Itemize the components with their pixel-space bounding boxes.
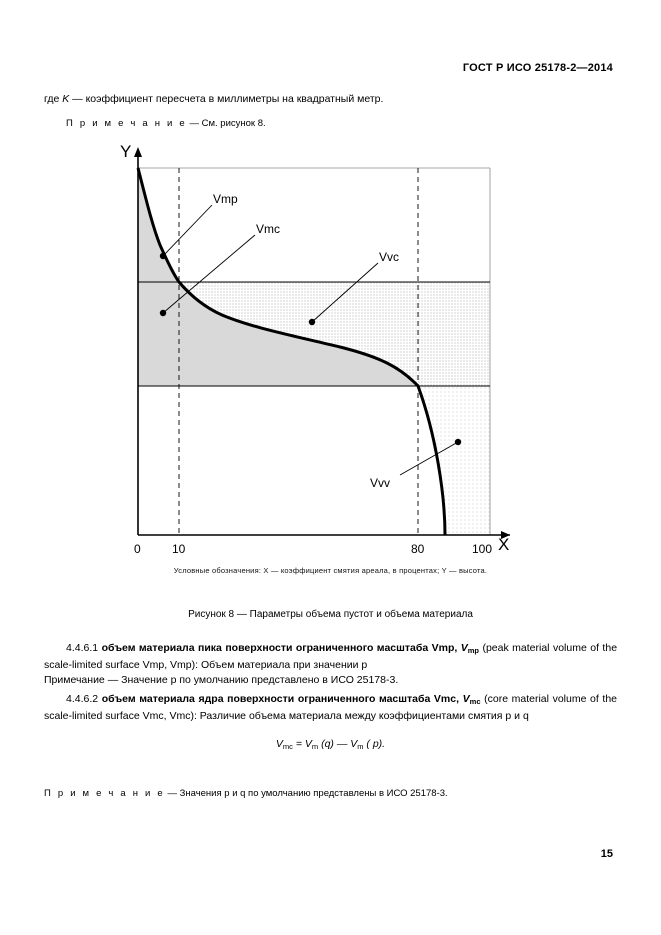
where-prefix: где (44, 93, 63, 105)
clause-2-number: 4.4.6.2 (66, 693, 99, 705)
where-paragraph (44, 93, 383, 105)
y-axis-label: Y (120, 142, 132, 161)
clause-1-number: 4.4.6.1 (66, 642, 99, 654)
formula-t2-sub: m (357, 741, 364, 751)
clause-1-symbol-sub: mp (467, 645, 480, 655)
clause-2-symbol-sub: mc (469, 696, 481, 706)
formula-vmc (44, 738, 617, 751)
page-number: 15 (600, 848, 613, 860)
clause-4-4-6-1 (44, 641, 617, 688)
clause-1-definition: (peak material volume of the scale-limited surface Vmp, Vmp): Объем материала при значении p (44, 642, 618, 671)
vmc-label: Vmc (256, 222, 280, 236)
formula-t2: ( p). (363, 738, 386, 750)
figure-8 (100, 135, 520, 555)
note-2 (44, 786, 617, 801)
x-axis-label: X (498, 535, 510, 554)
region-vmp (138, 168, 179, 282)
clause-1-note: Примечание — Значение p по умолчанию представлено в ИСО 25178-3. (44, 673, 399, 686)
xtick-0: 0 (134, 542, 141, 555)
note-1-label: П р и м е ч а н и е (66, 118, 187, 129)
xtick-80: 80 (411, 542, 425, 555)
note-2-text: — Значения p и q по умолчанию представлены в ИСО 25178-3. (164, 788, 448, 799)
clause-1-term: объем материала пика поверхности ограниченного масштаба Vmp, (101, 642, 458, 654)
vvc-label: Vvc (379, 250, 400, 264)
vvv-label: Vvv (370, 476, 391, 490)
formula-lhs: V (275, 738, 283, 750)
figure-legend: Условные обозначения: X — коэффициент смятия ареала, в процентах; Y — высота. (173, 566, 488, 575)
formula-t1-sub: m (311, 741, 319, 751)
note-2-label: П р и м е ч а н и е (44, 788, 165, 799)
vmp-label: Vmp (213, 192, 238, 206)
note-1 (66, 118, 266, 129)
page-header-standard: ГОСТ Р ИСО 25178-2—2014 (462, 62, 613, 74)
clause-4-4-6-2 (44, 692, 617, 724)
clause-1-symbol: V (460, 642, 468, 654)
clause-2-definition: (core material volume of the scale-limited surface Vmc, Vmc): Различие объема материала между коэффициентами смятия p и q (44, 693, 617, 722)
formula-lhs-sub: mc (282, 741, 293, 751)
material-ratio-chart (100, 135, 520, 555)
where-symbol: K (62, 93, 70, 105)
annotation-vmp (160, 192, 238, 259)
where-suffix: — коэффициент пересчета в миллиметры на квадратный метр. (69, 93, 384, 105)
formula-eq: = V (292, 738, 312, 750)
note-1-text: — См. рисунок 8. (186, 118, 266, 129)
xtick-100: 100 (472, 542, 493, 555)
vmp-leader (163, 205, 212, 256)
formula-t1: (q) — V (318, 738, 358, 750)
y-axis-arrow (134, 147, 142, 157)
clause-2-symbol: V (462, 693, 470, 705)
figure-title: Рисунок 8 — Параметры объема пустот и объема материала (188, 609, 473, 620)
region-vvv (418, 386, 490, 535)
xtick-10: 10 (172, 542, 186, 555)
clause-2-term: объем материала ядра поверхности ограниченного масштаба Vmc, (101, 693, 460, 705)
